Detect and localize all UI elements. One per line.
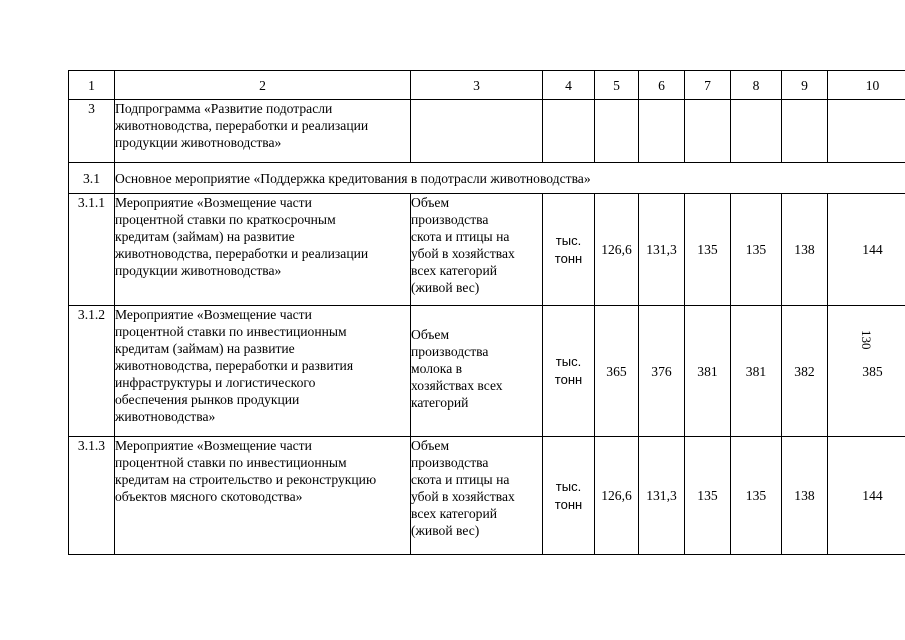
header-cell: 6	[639, 71, 685, 100]
value-cell: 131,3	[639, 437, 685, 555]
subprogram-row	[69, 100, 905, 163]
empty-cell	[639, 100, 685, 163]
value-cell: 135	[685, 194, 731, 306]
table-row	[69, 306, 905, 437]
table-row	[69, 194, 905, 306]
header-row	[69, 71, 905, 100]
value-cell: 131,3	[639, 194, 685, 306]
main-event-row	[69, 163, 905, 194]
value-cell: 381	[685, 306, 731, 437]
row-number: 3.1.1	[69, 194, 115, 306]
table-row	[69, 437, 905, 555]
value-cell: 365	[595, 306, 639, 437]
value-cell: 385	[828, 306, 905, 437]
event-description: Мероприятие «Возмещение части процентной ставки по инвестиционным кредитам (займам) на развитие животноводства, переработки и развития инфраструктуры и логистического обеспечения рынков продукции животноводства»	[115, 306, 411, 437]
empty-cell	[731, 100, 782, 163]
row-number: 3	[69, 100, 115, 163]
indicator-name: Объем производства скота и птицы на убой в хозяйствах всех категорий (живой вес)	[411, 194, 543, 306]
unit-cell: тыс. тонн	[543, 306, 595, 437]
empty-cell	[411, 100, 543, 163]
empty-cell	[685, 100, 731, 163]
row-number: 3.1	[69, 163, 115, 194]
value-cell: 135	[685, 437, 731, 555]
empty-cell	[782, 100, 828, 163]
header-cell: 10	[828, 71, 905, 100]
main-event-title: Основное мероприятие «Поддержка кредитования в подотрасли животноводства»	[115, 163, 905, 194]
unit-cell: тыс. тонн	[543, 194, 595, 306]
header-cell: 7	[685, 71, 731, 100]
header-cell: 2	[115, 71, 411, 100]
value-cell: 382	[782, 306, 828, 437]
header-cell: 5	[595, 71, 639, 100]
value-cell: 138	[782, 437, 828, 555]
value-cell: 144	[828, 194, 905, 306]
empty-cell	[543, 100, 595, 163]
empty-cell	[595, 100, 639, 163]
page-number: 130	[859, 330, 874, 350]
header-cell: 4	[543, 71, 595, 100]
value-cell: 138	[782, 194, 828, 306]
indicator-name: Объем производства скота и птицы на убой в хозяйствах всех категорий (живой вес)	[411, 437, 543, 555]
value-cell: 144	[828, 437, 905, 555]
header-cell: 3	[411, 71, 543, 100]
subprogram-title: Подпрограмма «Развитие подотрасли животноводства, переработки и реализации продукции животноводства»	[115, 100, 411, 163]
indicator-name: Объем производства молока в хозяйствах всех категорий	[411, 306, 543, 437]
value-cell: 135	[731, 437, 782, 555]
row-number: 3.1.2	[69, 306, 115, 437]
value-cell: 126,6	[595, 194, 639, 306]
header-cell: 9	[782, 71, 828, 100]
empty-cell	[828, 100, 905, 163]
value-cell: 381	[731, 306, 782, 437]
header-cell: 1	[69, 71, 115, 100]
value-cell: 376	[639, 306, 685, 437]
row-number: 3.1.3	[69, 437, 115, 555]
value-cell: 126,6	[595, 437, 639, 555]
program-indicators-table	[68, 70, 905, 555]
unit-cell: тыс. тонн	[543, 437, 595, 555]
header-cell: 8	[731, 71, 782, 100]
event-description: Мероприятие «Возмещение части процентной ставки по краткосрочным кредитам (займам) на развитие животноводства, переработки и реализации продукции животноводства»	[115, 194, 411, 306]
value-cell: 135	[731, 194, 782, 306]
event-description: Мероприятие «Возмещение части процентной ставки по инвестиционным кредитам на строительство и реконструкцию объектов мясного скотоводства»	[115, 437, 411, 555]
